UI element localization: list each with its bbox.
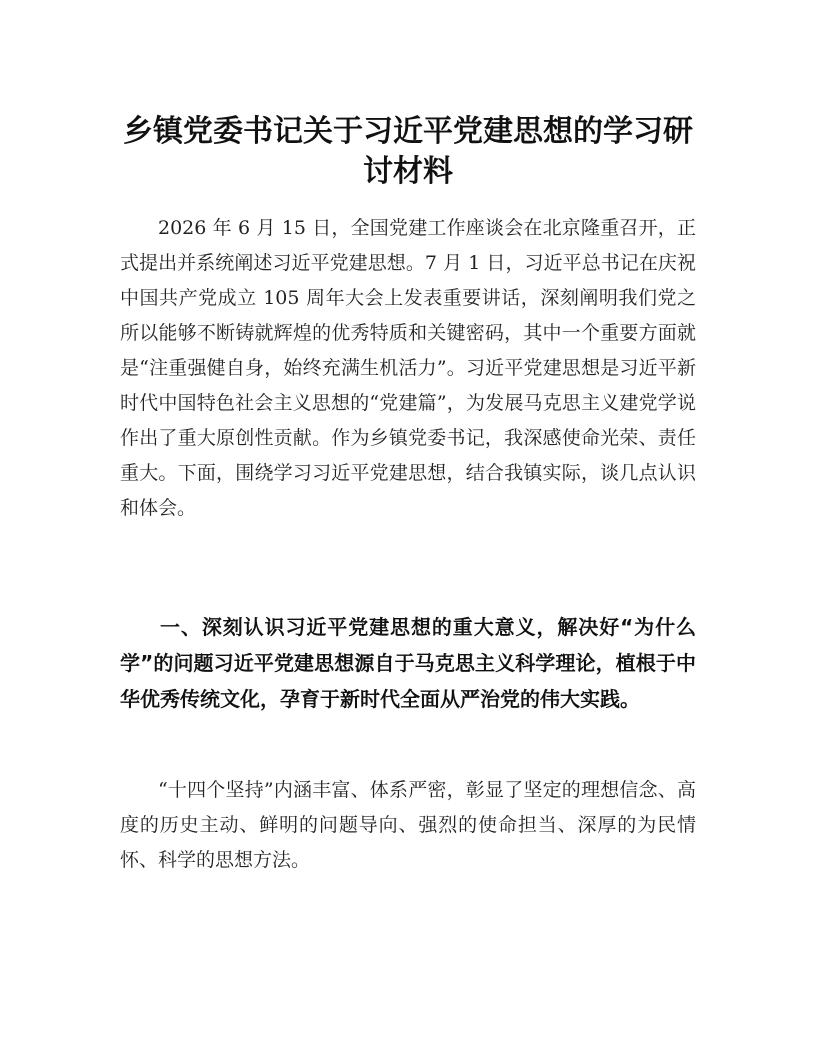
document-title: 乡镇党委书记关于习近平党建思想的学习研讨材料	[123, 114, 693, 189]
body-paragraph: “十四个坚持”内涵丰富、体系严密，彰显了坚定的理想信念、高度的历史主动、鲜明的问题导向、强烈的使命担当、深厚的为民情怀、科学的思想方法。	[120, 779, 696, 871]
intro-paragraph: 2026 年 6 月 15 日，全国党建工作座谈会在北京隆重召开，正式提出并系统阐述习近平党建思想。7 月 1 日，习近平总书记在庆祝中国共产党成立 105 周年大会上发表重要讲话，深刻阐明我们党之所以能够不断铸就辉煌的优秀特质和关键密码，其中一个重要方面就是“注重强健自身，始终充满生机活力”。习近平党建思想是习近平新时代中国特色社会主义思想的“党建篇”，为发展马克思主义建党学说作出了重大原创性贡献。作为乡镇党委书记，我深感使命光荣、责任重大。下面，围绕学习习近平党建思想，结合我镇实际，谈几点认识和体会。	[120, 217, 696, 519]
section-heading: 一、深刻认识习近平党建思想的重大意义，解决好“为什么学”的问题习近平党建思想源自于马克思主义科学理论，植根于中华优秀传统文化，孕育于新时代全面从严治党的伟大实践。	[120, 615, 696, 711]
